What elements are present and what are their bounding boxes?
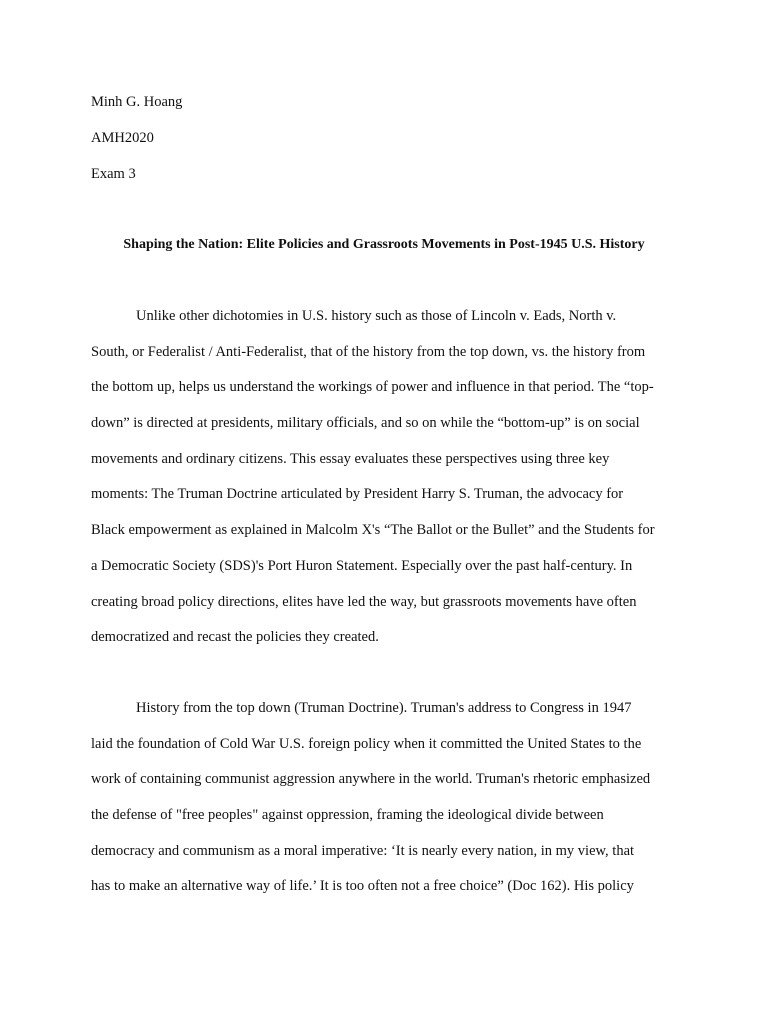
paragraph-line: creating broad policy directions, elites have led the way, but grassroots movements have often	[91, 593, 637, 610]
body-paragraph-1	[91, 307, 691, 664]
paragraph-line: down” is directed at presidents, military officials, and so on while the “bottom-up” is on social	[91, 415, 640, 432]
paragraph-line: democratized and recast the policies they created.	[91, 629, 379, 646]
essay-title: Shaping the Nation: Elite Policies and Grassroots Movements in Post-1945 U.S. History	[123, 237, 645, 252]
paragraph-line: a Democratic Society (SDS)'s Port Huron Statement. Especially over the past half-century. In	[91, 557, 633, 574]
body-paragraph-2	[91, 699, 691, 913]
paragraph-line: the bottom up, helps us understand the workings of power and influence in that period. The “top-	[91, 379, 654, 396]
course-code: AMH2020	[91, 130, 154, 146]
paragraph-line: democracy and communism as a moral imperative: ‘It is nearly every nation, in my view, that	[91, 842, 635, 859]
paragraph-line: History from the top down (Truman Doctrine). Truman's address to Congress in 1947	[136, 700, 632, 716]
paragraph-line: moments: The Truman Doctrine articulated by President Harry S. Truman, the advocacy for	[91, 486, 624, 503]
paragraph-line: laid the foundation of Cold War U.S. foreign policy when it committed the United States to the	[91, 735, 642, 752]
author-name: Minh G. Hoang	[91, 94, 183, 110]
paragraph-line: Unlike other dichotomies in U.S. history such as those of Lincoln v. Eads, North v.	[136, 308, 617, 324]
paragraph-line: South, or Federalist / Anti-Federalist, that of the history from the top down, vs. the history from	[91, 343, 646, 360]
paragraph-line: the defense of "free peoples" against oppression, framing the ideological divide between	[91, 807, 604, 824]
paragraph-line: Black empowerment as explained in Malcolm X's “The Ballot or the Bullet” and the Students for	[91, 522, 655, 539]
paragraph-line: has to make an alternative way of life.’ It is too often not a free choice” (Doc 162). His policy	[91, 878, 634, 895]
paragraph-line: movements and ordinary citizens. This essay evaluates these perspectives using three key	[91, 450, 610, 467]
paragraph-line: work of containing communist aggression anywhere in the world. Truman's rhetoric emphasized	[91, 771, 651, 788]
assignment-name: Exam 3	[91, 166, 136, 182]
